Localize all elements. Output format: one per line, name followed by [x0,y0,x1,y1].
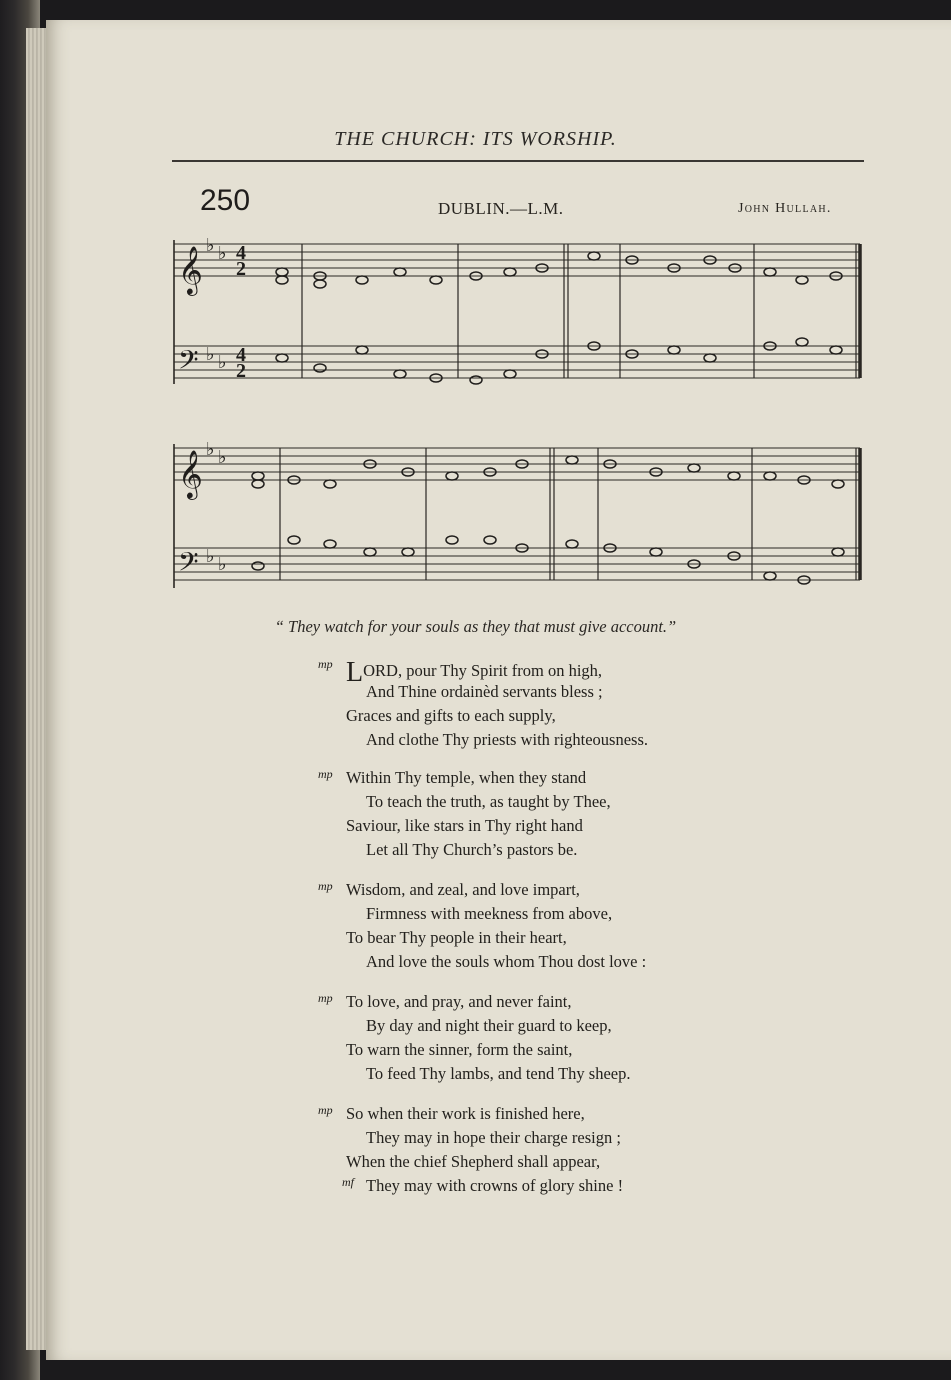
flat-icon: ♭ [218,447,227,468]
drop-capital: L [346,657,364,688]
verse-line [318,728,778,752]
dynamic-mark: mp [318,879,333,893]
verse-line [318,814,778,838]
verse-line-text: They may in hope their charge resign ; [366,1128,621,1147]
verse-line [318,680,778,704]
verse-line-text: Let all Thy Church’s pastors be. [366,840,578,859]
verse-line [318,1150,778,1174]
verse-line [318,1062,778,1086]
flat-icon: ♭ [218,554,227,575]
notes [276,252,842,384]
time-signature-top: 4 [236,344,246,366]
verse-line [318,704,778,728]
flat-icon: ♭ [206,546,215,567]
verse-line [318,878,778,902]
verse-line-text: Firmness with meekness from above, [366,904,613,923]
verse-3 [318,878,778,974]
verse-line-text: To warn the sinner, form the saint, [346,1040,573,1059]
hymn-number: 250 [200,184,251,217]
verse-line [318,902,778,926]
verse-line [318,1038,778,1062]
music-system-1 [170,228,870,396]
verse-line-text: To bear Thy people in their heart, [346,928,567,947]
verse-5 [318,1102,778,1198]
bass-clef-icon: 𝄢 [178,546,199,584]
flat-icon: ♭ [218,243,227,264]
epigraph: “ They watch for your souls as they that must give account.” [274,617,677,636]
bass-clef-icon: 𝄢 [178,344,199,382]
dynamic-mark: mp [318,657,333,671]
verse-line [318,926,778,950]
verse-line-text: Wisdom, and zeal, and love impart, [346,880,580,899]
treble-clef-icon: 𝄞 [178,245,203,294]
time-signature-bottom: 2 [236,258,246,280]
verse-line-text: When the chief Shepherd shall appear, [346,1152,601,1171]
verse-line [318,1014,778,1038]
notes [252,456,844,584]
verse-line-text: And clothe Thy priests with righteousness. [366,730,648,749]
verse-line-text: LORD, pour Thy Spirit from on high, [346,657,603,688]
verse-line [318,1126,778,1150]
verse-line [318,766,778,790]
treble-clef-icon: 𝄞 [178,449,203,498]
verse-2 [318,766,778,862]
verse-line-text: Saviour, like stars in Thy right hand [346,816,583,835]
bass-staff [174,346,860,378]
staff-system-2 [170,436,870,602]
composer-name: John Hullah. [738,201,832,216]
verse-line-text: Within Thy temple, when they stand [346,768,587,787]
verse-line-text: To teach the truth, as taught by Thee, [366,792,611,811]
verse-line [318,656,778,688]
header-rule [172,160,864,162]
flat-icon: ♭ [218,352,227,373]
verse-line-text: And love the souls whom Thou dost love : [366,952,647,971]
verse-1 [318,656,778,752]
verse-line-text: Graces and gifts to each supply, [346,706,556,725]
verse-line-text: To feed Thy lambs, and tend Thy sheep. [366,1064,631,1083]
flat-icon: ♭ [206,439,215,460]
verse-line [318,1174,778,1198]
dynamic-mark: mf [342,1175,354,1189]
flat-icon: ♭ [206,344,215,365]
verse-line-text: So when their work is finished here, [346,1104,585,1123]
verse-line [318,950,778,974]
music-system-2 [170,436,870,602]
staff-system-1 [170,228,870,396]
verse-line [318,1102,778,1126]
time-signature-bottom: 2 [236,360,246,382]
verse-4 [318,990,778,1086]
verse-line-text: They may with crowns of glory shine ! [366,1176,624,1195]
dynamic-mark: mp [318,767,333,781]
verse-line [318,838,778,862]
running-head: THE CHURCH: ITS WORSHIP. [334,128,617,150]
verse-line [318,790,778,814]
time-signature-top: 4 [236,242,246,264]
verse-line-text: By day and night their guard to keep, [366,1016,612,1035]
tune-title: DUBLIN.—L.M. [438,199,564,218]
verse-line-text: To love, and pray, and never faint, [346,992,572,1011]
verse-line-text: And Thine ordainèd servants bless ; [366,682,603,701]
dynamic-mark: mp [318,1103,333,1117]
dynamic-mark: mp [318,991,333,1005]
flat-icon: ♭ [206,235,215,256]
verse-line [318,990,778,1014]
